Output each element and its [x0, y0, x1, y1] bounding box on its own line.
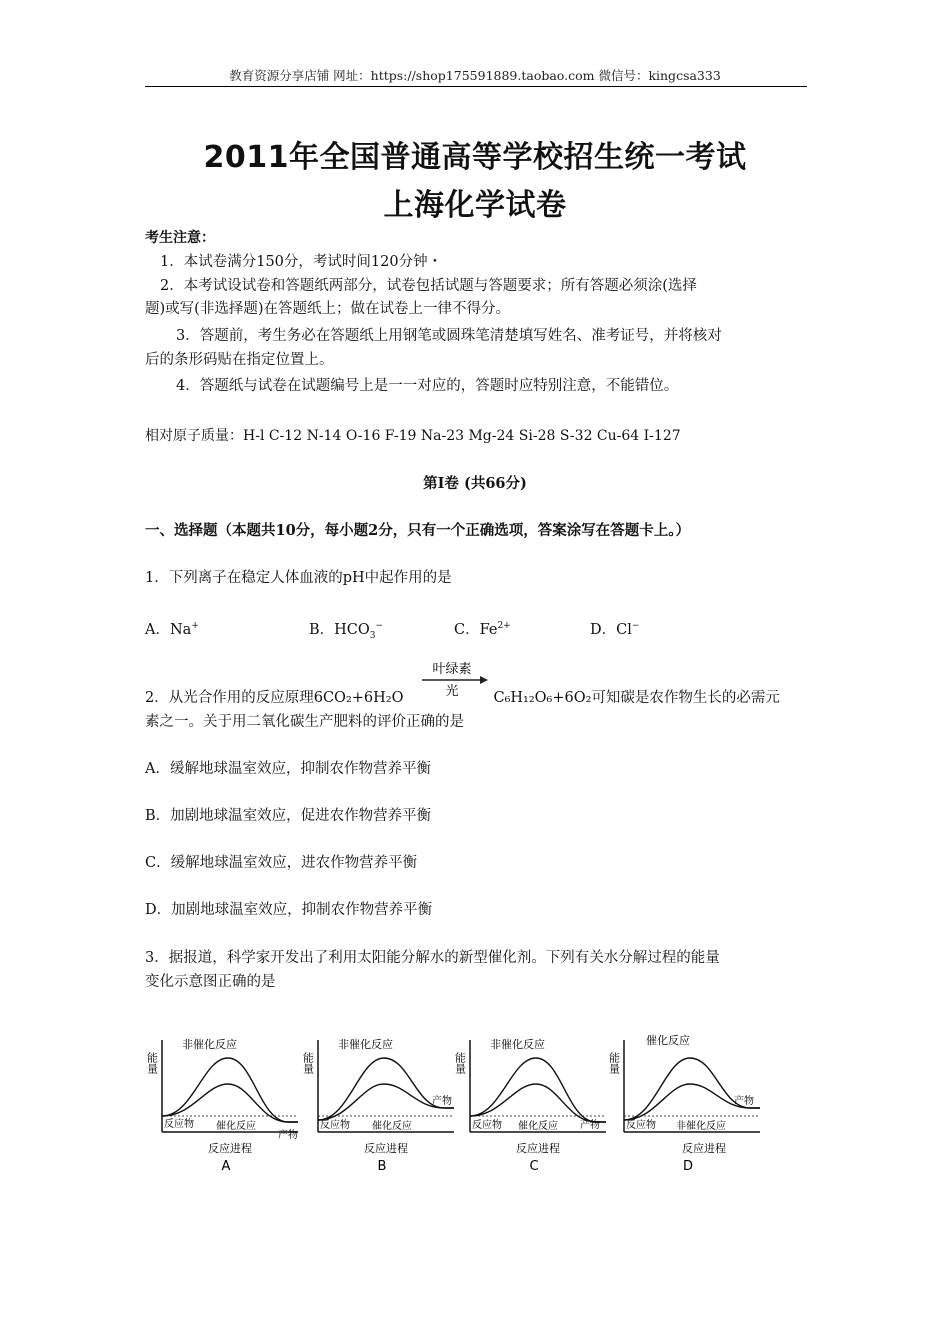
- q1-option-b-text: B．HCO: [309, 622, 370, 638]
- reaction-arrow: [410, 660, 490, 700]
- diagram-c-xlabel: 反应进程: [516, 1142, 560, 1155]
- q2-option-b: B．加剧地球温室效应，促进农作物营养平衡: [145, 808, 432, 824]
- energy-diagram-b: [301, 1028, 454, 1188]
- diagram-a-ylabel: 能量: [145, 1052, 159, 1074]
- diagram-b-xlabel: 反应进程: [364, 1142, 408, 1155]
- section-heading: 一、选择题（本题共10分，每小题2分，只有一个正确选项，答案涂写在答题卡上。）: [145, 522, 691, 539]
- diagram-a-left: 反应物: [164, 1119, 194, 1130]
- q2-option-a: A．缓解地球温室效应，抑制农作物营养平衡: [145, 761, 431, 777]
- q1-stem: 1．下列离子在稳定人体血液的pH中起作用的是: [145, 570, 452, 586]
- energy-diagram-d-svg: [607, 1028, 760, 1188]
- q2-reactants: 6CO₂+6H₂O: [313, 690, 404, 706]
- energy-diagram-c: [453, 1028, 606, 1188]
- q1-option-a-sup: +: [191, 621, 199, 631]
- q1-option-b-sup: −: [375, 621, 384, 631]
- diagram-d-xlabel: 反应进程: [682, 1142, 726, 1155]
- notice-item-1: 1．本试卷满分150分，考试时间120分钟・: [160, 254, 443, 270]
- diagram-c-right: 产物: [580, 1120, 600, 1131]
- q3-stem-line1: 3．据报道，科学家开发出了利用太阳能分解水的新型催化剂。下列有关水分解过程的能量: [145, 950, 720, 966]
- diagram-c-ylabel: 能量: [453, 1052, 467, 1074]
- header-divider: [145, 86, 807, 87]
- diagram-a-mid: 催化反应: [216, 1121, 256, 1132]
- diagram-b-label: B: [377, 1159, 387, 1174]
- notice-item-3b: 后的条形码贴在指定位置上。: [145, 352, 334, 368]
- diagram-b-ylabel: 能量: [301, 1052, 315, 1074]
- q2-stem-suffix: 可知碳是农作物生长的必需元: [591, 690, 780, 706]
- q2-stem-prefix: 2．从光合作用的反应原理: [145, 690, 314, 706]
- reaction-arrow-icon: [410, 660, 490, 700]
- q3-stem-line2: 变化示意图正确的是: [145, 974, 276, 990]
- q1-option-c: [454, 618, 511, 639]
- q2-products: C₆H₁₂O₆+6O₂: [493, 690, 592, 706]
- diagram-a-label: A: [221, 1159, 231, 1174]
- q2-stem-line2: 素之一。关于用二氧化碳生产肥料的评价正确的是: [145, 714, 464, 730]
- diagram-d-left: 反应物: [626, 1120, 656, 1131]
- diagram-b-top: 非催化反应: [338, 1038, 393, 1051]
- diagram-a-xlabel: 反应进程: [208, 1142, 252, 1155]
- diagram-d-right: 产物: [734, 1096, 754, 1107]
- notice-item-3a: 3．答题前，考生务必在答题纸上用钢笔或圆珠笔清楚填写姓名、准考证号，并将核对: [176, 328, 722, 344]
- q1-option-d: [590, 618, 639, 639]
- notice-item-4: 4．答题纸与试卷在试题编号上是一一对应的，答题时应特别注意，不能错位。: [176, 378, 679, 394]
- q1-option-a-text: A．Na: [145, 622, 192, 638]
- diagram-c-left: 反应物: [472, 1120, 502, 1131]
- q1-option-b-sub: 3: [369, 631, 376, 641]
- diagram-b-right: 产物: [432, 1096, 452, 1107]
- q1-option-c-sup: 2+: [497, 621, 511, 631]
- arrow-bottom-label: 光: [445, 684, 459, 699]
- diagram-a-right: 产物: [278, 1130, 298, 1141]
- atomic-masses: 相对原子质量：H-l C-12 N-14 O-16 F-19 Na-23 Mg-24 Si-28 S-32 Cu-64 I-127: [145, 428, 681, 444]
- diagram-c-label: C: [529, 1159, 539, 1174]
- page-header: 教育资源分享店铺 网址：https://shop175591889.taobao.com 微信号：kingcsa333: [229, 68, 721, 83]
- energy-diagram-c-svg: [453, 1028, 606, 1188]
- diagram-c-top: 非催化反应: [490, 1038, 545, 1051]
- q2-option-d: D．加剧地球温室效应，抑制农作物营养平衡: [145, 902, 433, 918]
- energy-diagram-d: [607, 1028, 760, 1188]
- page-title: 2011年全国普通高等学校招生统一考试: [203, 140, 747, 175]
- q1-option-c-text: C．Fe: [454, 622, 498, 638]
- energy-diagram-a-svg: [145, 1028, 298, 1188]
- q2-option-c: C．缓解地球温室效应，进农作物营养平衡: [145, 855, 418, 871]
- notice-heading: 考生注意：: [145, 230, 215, 246]
- energy-diagram-b-svg: [301, 1028, 454, 1188]
- q1-option-d-text: D．Cl: [590, 622, 632, 638]
- arrow-top-label: 叶绿素: [432, 662, 472, 677]
- q1-option-d-sup: −: [631, 621, 640, 631]
- diagram-d-mid: 非催化反应: [676, 1121, 726, 1132]
- page-subtitle: 上海化学试卷: [383, 188, 567, 223]
- diagram-d-top: 催化反应: [646, 1034, 690, 1047]
- q1-option-b: [309, 618, 383, 639]
- diagram-d-label: D: [682, 1159, 694, 1174]
- diagram-b-left: 反应物: [320, 1120, 350, 1131]
- notice-item-2b: 题)或写(非选择题)在答题纸上；做在试卷上一律不得分。: [145, 301, 510, 317]
- diagram-d-ylabel: 能量: [607, 1052, 621, 1074]
- q1-option-a: [145, 618, 199, 639]
- energy-diagram-a: [145, 1028, 298, 1188]
- diagram-a-top: 非催化反应: [182, 1038, 237, 1051]
- diagram-b-mid: 催化反应: [372, 1121, 412, 1132]
- notice-item-2a: 2．本考试设试卷和答题纸两部分，试卷包括试题与答题要求；所有答题必须涂(选择: [160, 278, 697, 294]
- diagram-c-mid: 催化反应: [518, 1121, 558, 1132]
- part1-heading: 第I卷 (共66分): [423, 475, 527, 492]
